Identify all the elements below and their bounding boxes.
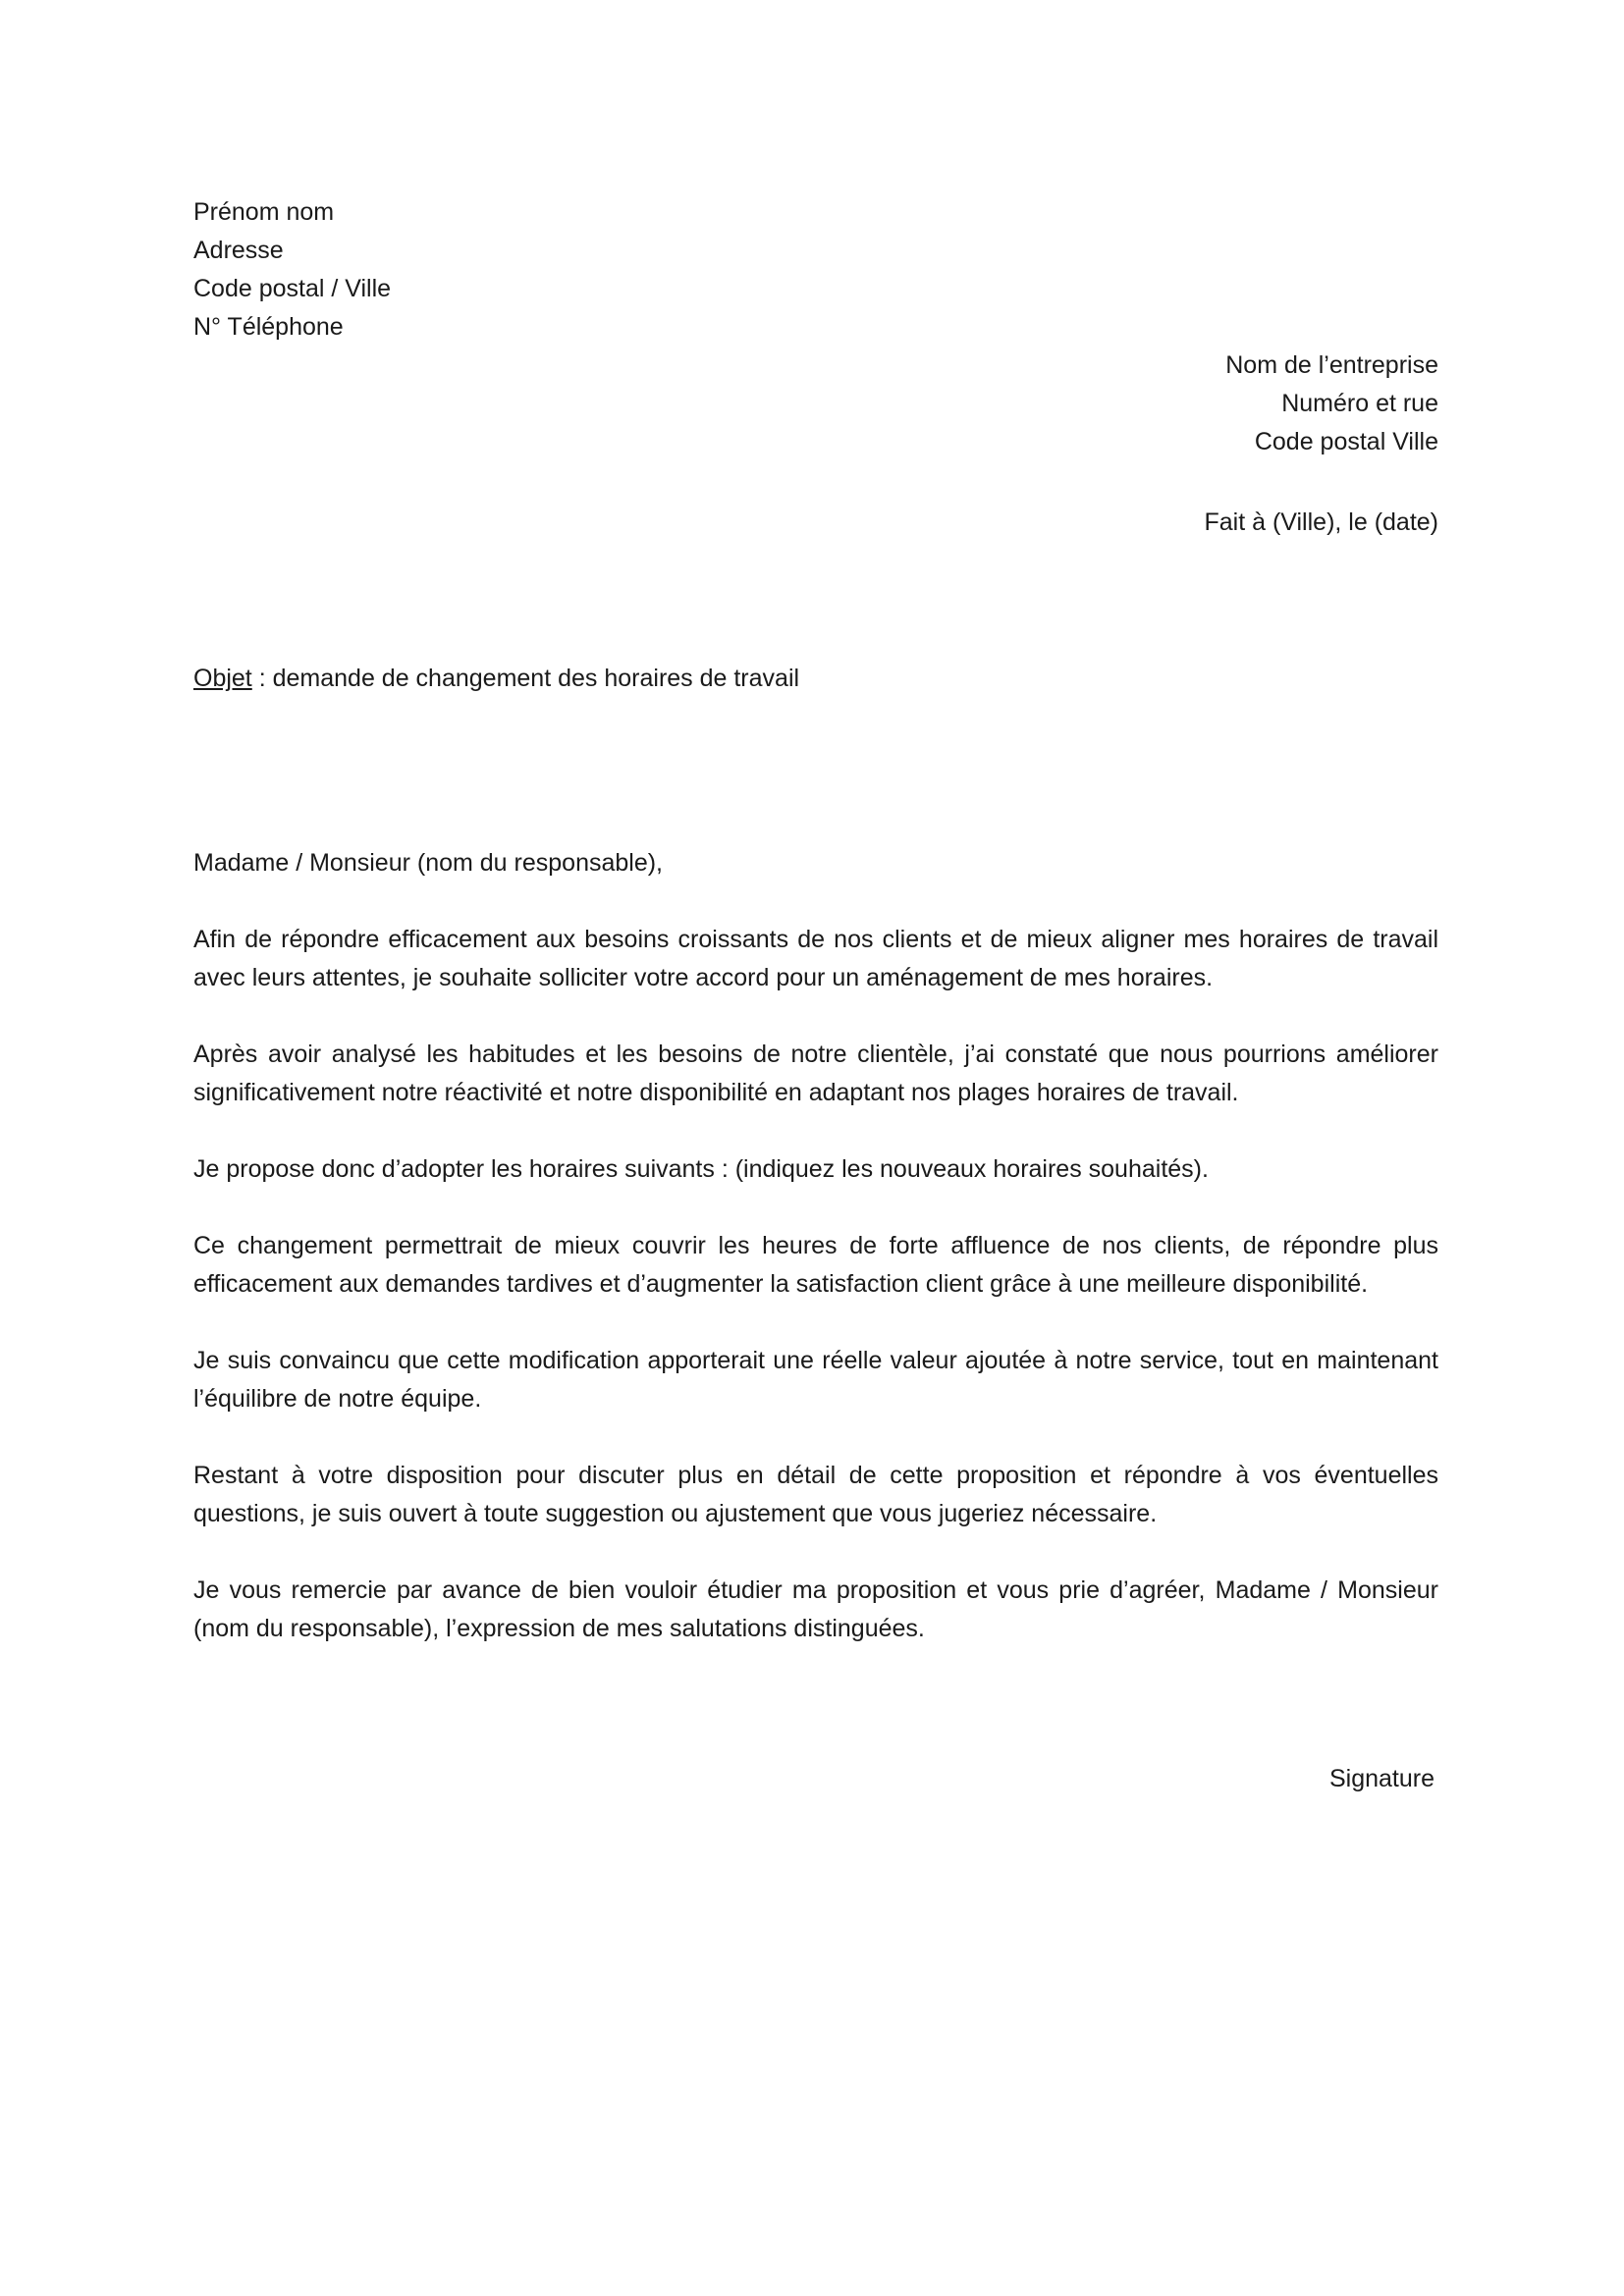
subject-label: Objet: [193, 665, 252, 692]
paragraph: Je suis convaincu que cette modification apporterait une réelle valeur ajoutée à notre service, tout en maintenant l’équilibre de notre équipe.: [193, 1347, 1438, 1413]
paragraph: Je vous remercie par avance de bien vouloir étudier ma proposition et vous prie d’agréer, Madame / Monsieur (nom du responsable), l’expression de mes salutations distinguées.: [193, 1576, 1438, 1642]
sender-name: Prénom nom: [193, 198, 335, 226]
sender-city: Code postal / Ville: [193, 275, 392, 302]
paragraph: Ce changement permettrait de mieux couvrir les heures de forte affluence de nos clients, de répondre plus efficacement aux demandes tardives et d’augmenter la satisfaction client grâce à une meilleure disponibilité.: [193, 1232, 1438, 1298]
paragraph: Je propose donc d’adopter les horaires suivants : (indiquez les nouveaux horaires souhaités).: [193, 1155, 1209, 1183]
signature: Signature: [1328, 1765, 1435, 1792]
paragraph: Restant à votre disposition pour discuter plus en détail de cette proposition et répondre à vos éventuelles questions, je suis ouvert à toute suggestion ou ajustement que vous jugeriez nécessaire.: [193, 1462, 1438, 1527]
subject-text: : demande de changement des horaires de travail: [251, 665, 800, 692]
salutation: Madame / Monsieur (nom du responsable),: [193, 849, 664, 877]
recipient-company: Nom de l’entreprise: [1225, 351, 1438, 379]
subject-line: [193, 660, 799, 698]
paragraph: Après avoir analysé les habitudes et les besoins de notre clientèle, j’ai constaté que nous pourrions améliorer significativement notre réactivité et notre disponibilité en adaptant nos plages horaires de travail.: [193, 1041, 1438, 1106]
recipient-street: Numéro et rue: [1281, 390, 1438, 417]
date-line: Fait à (Ville), le (date): [1204, 508, 1438, 536]
recipient-city: Code postal Ville: [1254, 428, 1438, 455]
sender-address: Adresse: [193, 237, 284, 264]
paragraph: Afin de répondre efficacement aux besoins croissants de nos clients et de mieux aligner mes horaires de travail avec leurs attentes, je souhaite solliciter votre accord pour un aménagement de mes horaires.: [193, 926, 1438, 991]
sender-phone: N° Téléphone: [193, 313, 344, 341]
